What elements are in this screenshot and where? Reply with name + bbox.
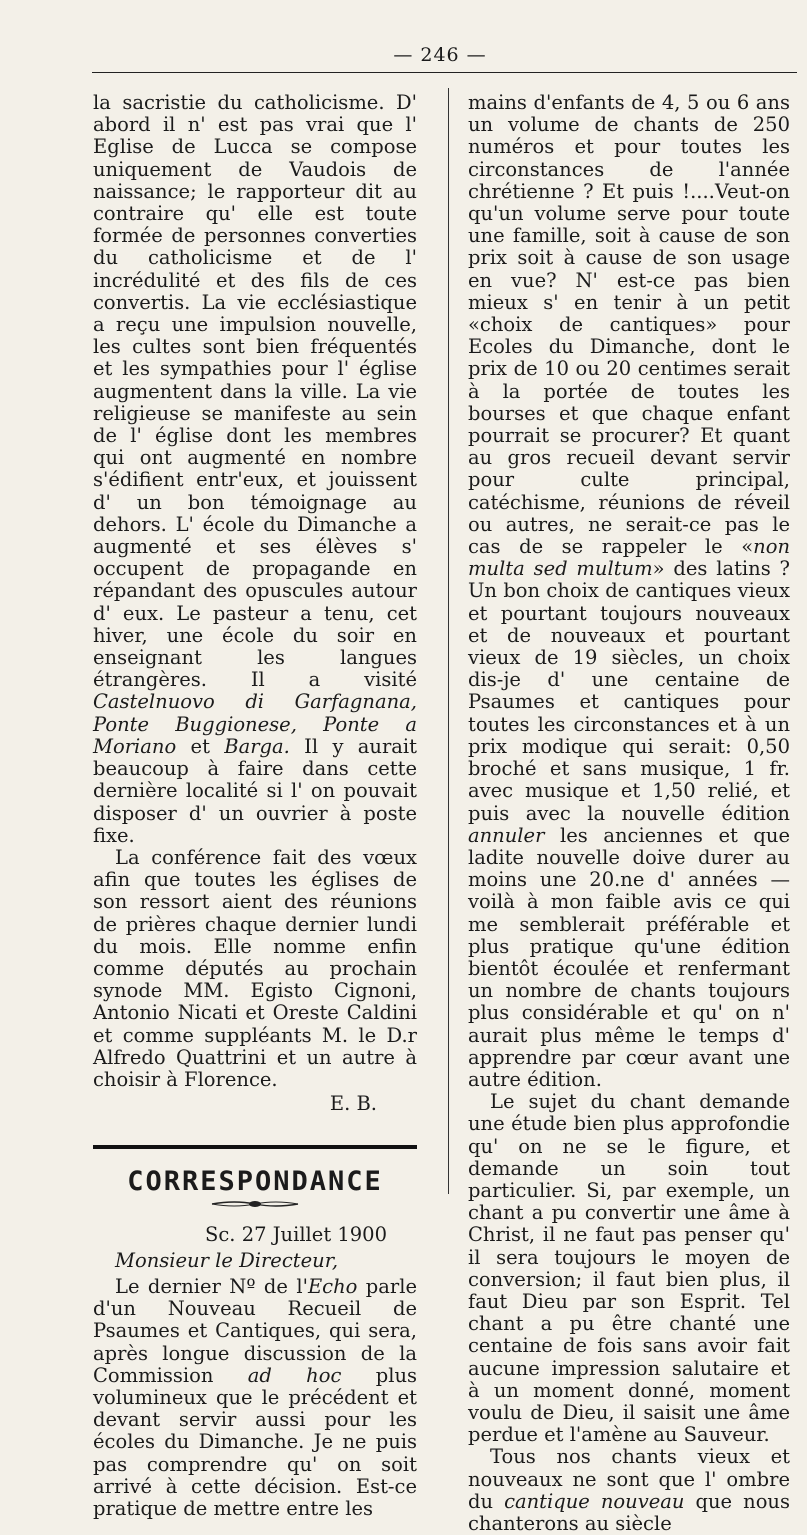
paragraph-letter-continued: mains d'enfants de 4, 5 ou 6 ans un volume de chants de 250 numéros et pour toutes les circonstances de l'année chrétienne ? Et puis !....Veut-on qu'un volume serve pour toute une famille, soit à cause de son prix soit à cause de son usage en vue? N' est-ce pas bien mieux s' en tenir à un petit «choix de cantiques» pour Ecoles du Dimanche, dont le prix de 10 ou 20 centimes serait à la portée de toutes les bourses et que chaque enfant pourrait se procurer? Et quant au gros recueil devant servir pour culte principal, catéchisme, réunions de réveil ou autres, ne serait-ce pas le cas de se rappeler le «non multa sed multum» des latins ? Un bon choix de cantiques vieux et pourtant toujours nouveaux et de nouveaux et pourtant vieux de 19 siècles, un choix dis-je d' une centaine de Psaumes et cantiques pour toutes les circonstances et à un prix modique qui serait: 0,50 broché et sans musique, 1 fr. avec musique et 1,50 relié, et puis avec la nouvelle édition annuler les anciennes et que ladite nouvelle doive durer au moins une 20.ne d' années — voilà à mon faible avis ce qui me semblerait préférable et plus pratique qu'une édition bientôt écoulée et renfermant un nombre de chants toujours plus considérable et qu' on n' aurait plus même le temps d' apprendre par cœur avant une autre édition. [468,91,790,1091]
letter-dateline: Sc. 27 Juillet 1900 [205,1222,387,1246]
column-divider [448,88,449,1194]
place-name-barga: Barga. [224,734,290,758]
header-rule [92,72,797,73]
paragraph-conference: La conférence fait des vœux afin que toutes les églises de son ressort aient des réunions de prières chaque dernier lundi du mois. Elle nomme enfin comme députés au prochain synode MM. Egisto Cignoni, Antonio Nicati et Oreste Caldini et comme suppléants M. le D.r Alfredo Quattrini et un autre à choisir à Florence. [93,845,417,1091]
letter-salutation: Monsieur le Directeur, [115,1248,339,1272]
section-heading: CORRESPONDANCE [127,1166,383,1198]
paragraph-chant-subject: Le sujet du chant demande une étude bien plus approfondie qu' on ne se le figure, et demande un soin tout particulier. Si, par exemple, un chant a pu convertir une âme à Christ, il ne faut pas penser qu' il sera toujours le moyen de conversion; il faut bien plus, il faut Dieu par son Esprit. Tel chant a pu être chanté une centaine de fois sans avoir fait aucune impression salutaire et à un moment donné, moment voulu de Dieu, il saisit une âme perdue et l'amène au Sauveur. [468,1090,790,1447]
section-rule [93,1145,417,1149]
ornament-divider-icon [210,1198,300,1210]
page-number: — 246 — [393,44,487,66]
paragraph-letter-opening: Le dernier Nº de l'Echo parle d'un Nouveau Recueil de Psaumes et Cantiques, qui sera, après longue discussion de la Commission ad hoc plus volumineux que le précédent et devant servir aussi pour les écoles du Dimanche. Je ne puis pas comprendre qu' on soit arrivé à cette décision. Est-ce pratique de mettre entre les [93,1274,418,1520]
place-names: Castelnuovo di Garfagnana, Ponte Buggionese, Ponte a Moriano [93,690,417,758]
paragraph-chants-shadow: Tous nos chants vieux et nouveaux ne sont que l' ombre du cantique nouveau que nous chanterons au siècle [468,1445,790,1535]
paragraph-report-continued: la sacristie du catholicisme. D' abord il n' est pas vrai que l' Eglise de Lucca se compose uniquement de Vaudois de naissance; le rapporteur dit au contraire qu' elle est toute formée de personnes converties du catholicisme et de l' incrédulité et des fils de ces convertis. La vie ecclésiastique a reçu une impulsion nouvelle, les cultes sont bien fréquentés et les sympathies pour l' église augmentent dans la ville. La vie religieuse se manifeste au sein de l' église dont les membres qui ont augmenté en nombre s'édifient entr'eux, et jouissent d' un bon témoignage au dehors. L' école du Dimanche a augmenté et ses élèves s' occupent de propagande en répandant des opuscules autour d' eux. Le pasteur a tenu, cet hiver, une école du soir en enseignant les langues étrangères. Il a visité Castelnuovo di Garfagnana, Ponte Buggionese, Ponte a Moriano et Barga. Il y aurait beaucoup à faire dans cette dernière localité si l' on pouvait disposer d' un ouvrier à poste fixe. [93,91,417,847]
right-column [468,92,790,1535]
signature: E. B. [329,1092,377,1116]
left-column [93,92,417,1520]
